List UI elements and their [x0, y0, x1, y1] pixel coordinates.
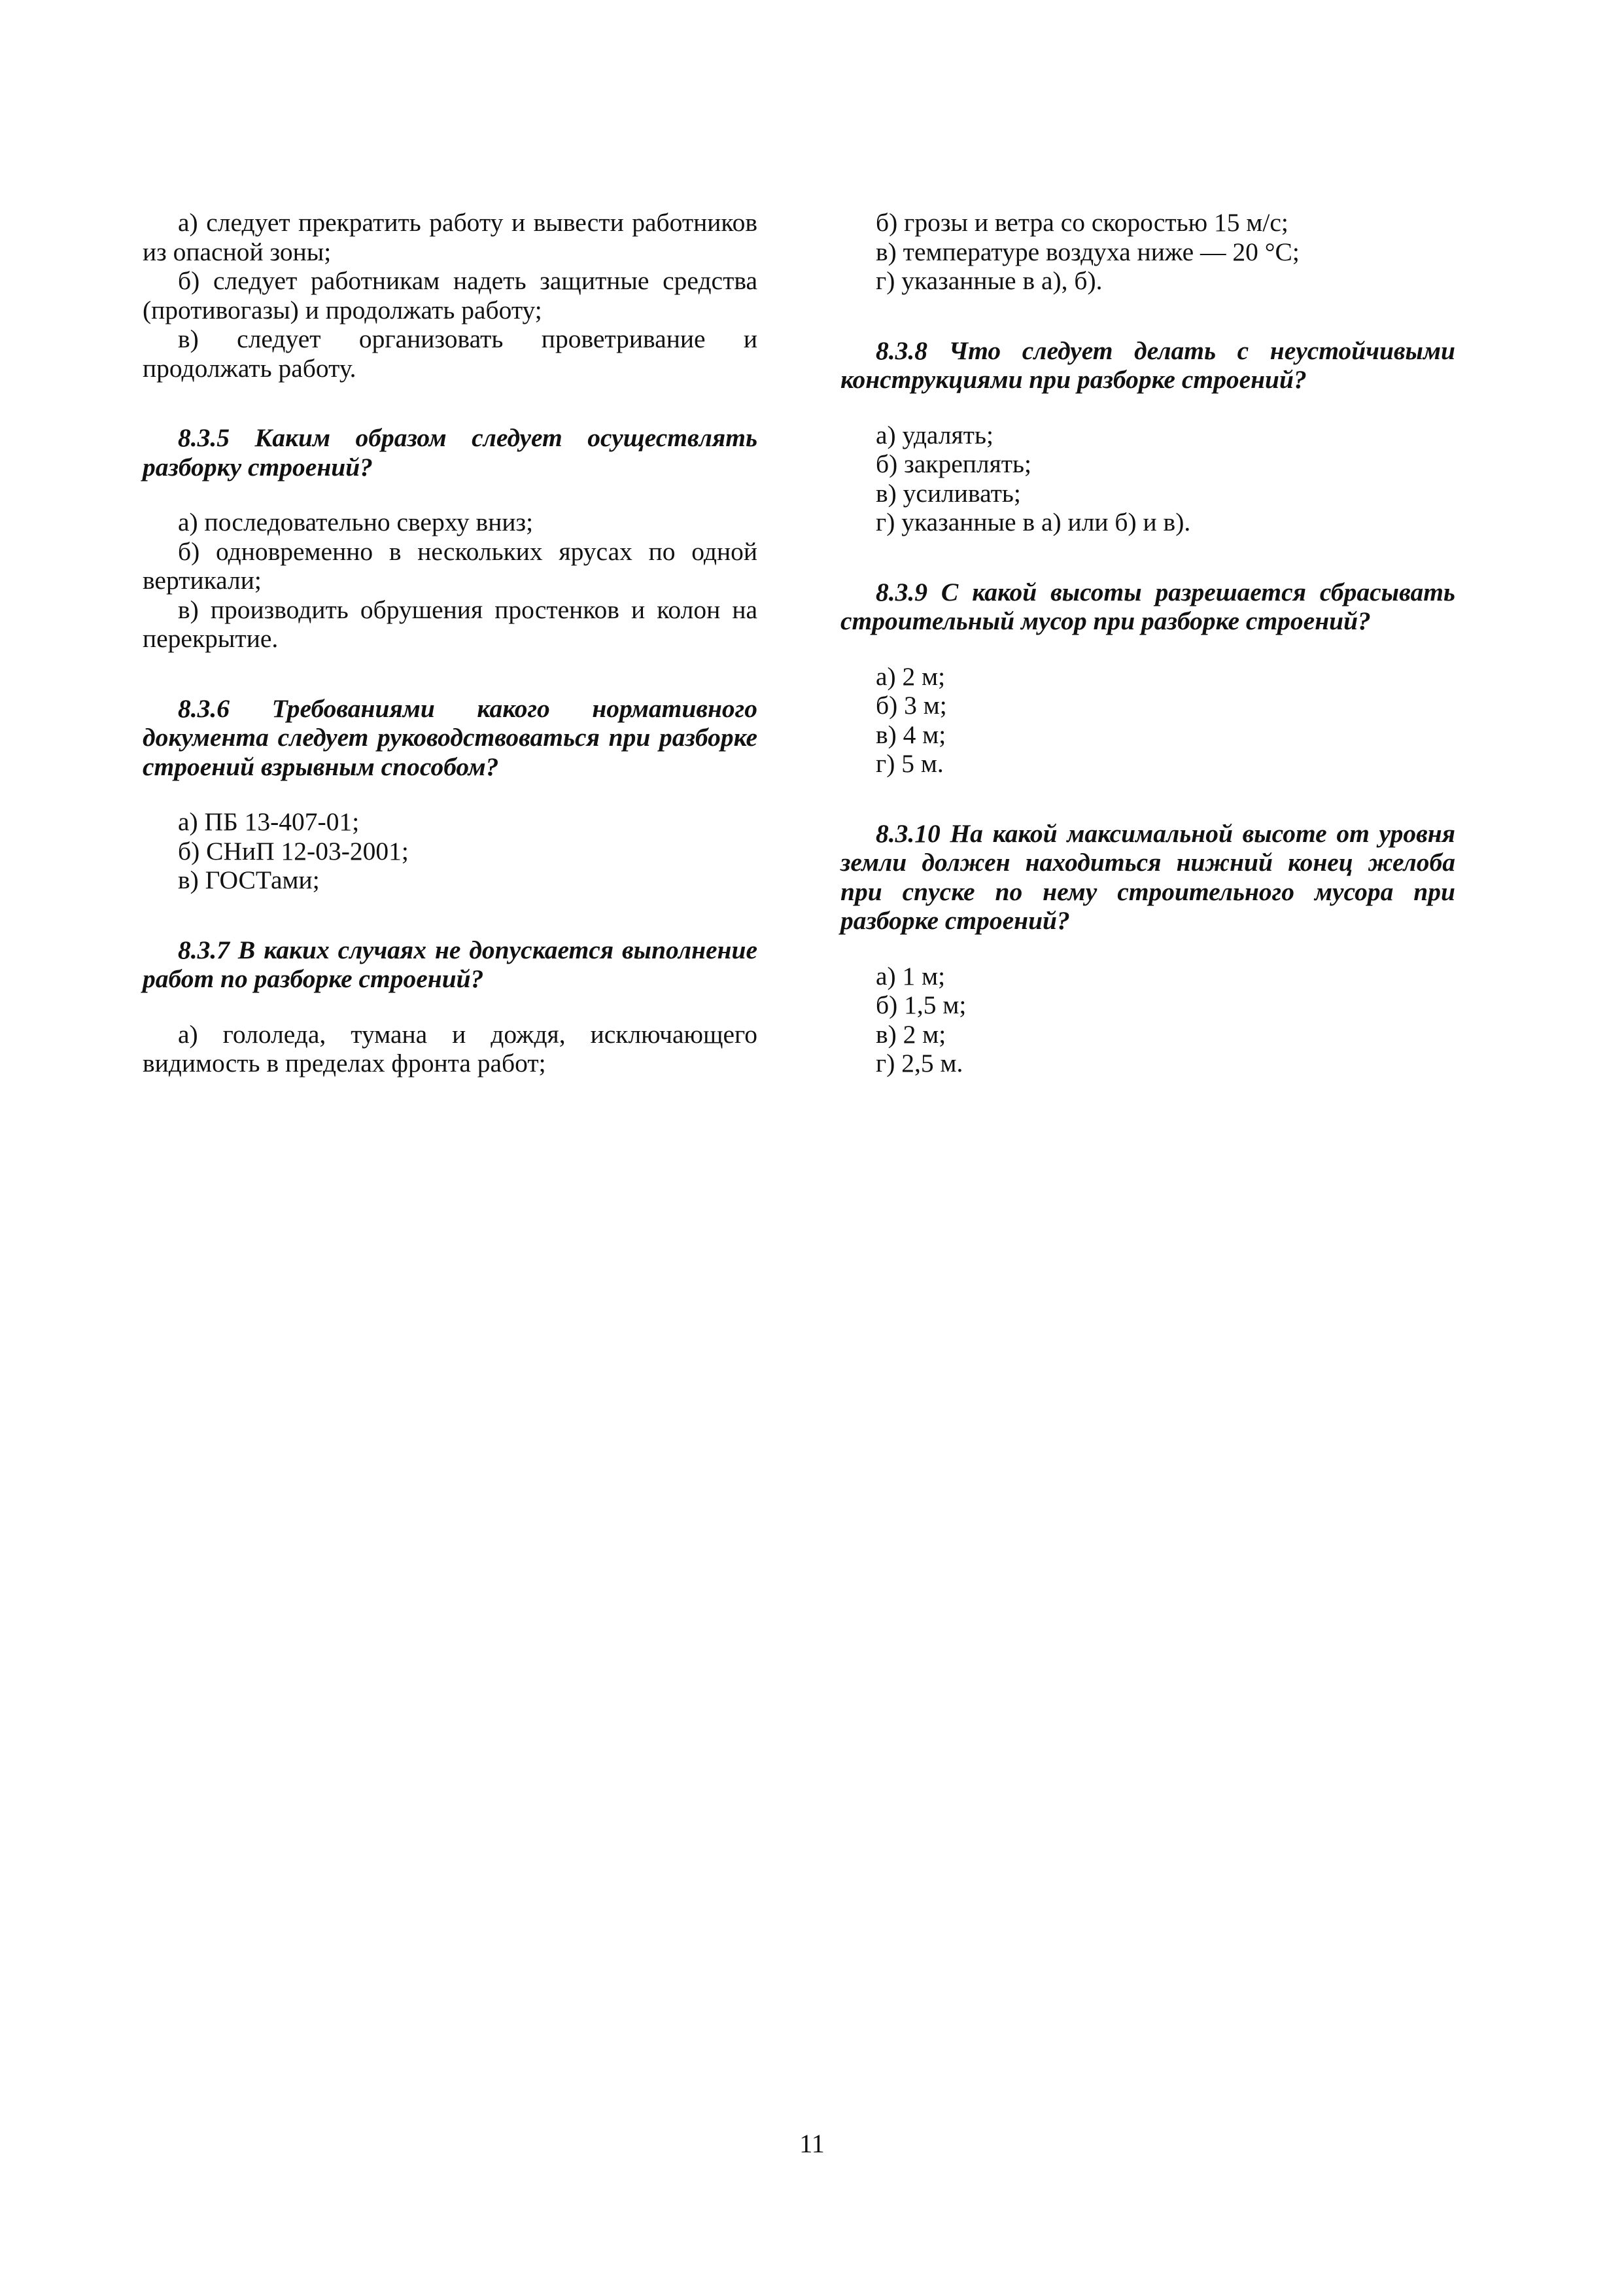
answer-option: в) ГОСТами;: [178, 866, 320, 894]
spacer: [143, 895, 757, 936]
spacer: [143, 482, 757, 508]
answer-option: в) 2 м;: [876, 1019, 946, 1049]
answer-option: б) грозы и ветра со скоростью 15 м/с;: [876, 208, 1288, 237]
spacer: [840, 636, 1455, 662]
spacer: [143, 781, 757, 807]
answer-option: а) гололеда, тумана и дождя, исключающего видимость в пределах фронта работ;: [143, 1019, 757, 1077]
question-8-3-6: 8.3.6 Требованиями какого нормативного документа следует руководствоваться при разборке строений взрывным способом?: [143, 693, 757, 781]
spacer: [840, 537, 1455, 578]
answer-option: а) удалять;: [876, 420, 993, 449]
right-column: [840, 208, 1455, 1078]
spacer: [840, 296, 1455, 336]
answer-option: в) усиливать;: [876, 478, 1021, 508]
answer-option: б) следует работникам надеть защитные средства (противогазы) и продолжать работу;: [143, 266, 757, 324]
answer-option: а) 2 м;: [876, 661, 946, 691]
spacer: [840, 936, 1455, 962]
page-number: 11: [799, 2129, 825, 2158]
answer-option: г) 2,5 м.: [876, 1049, 963, 1077]
spacer: [143, 383, 757, 423]
answer-option: а) 1 м;: [876, 961, 946, 990]
answer-option: а) ПБ 13-407-01;: [178, 807, 360, 836]
spacer: [840, 394, 1455, 421]
question-8-3-9: 8.3.9 С какой высоты разрешается сбрасывать строительный мусор при разборке строений?: [840, 577, 1455, 635]
answer-option: в) производить обрушения простенков и колон на перекрытие.: [143, 595, 757, 653]
answer-option: б) закреплять;: [876, 449, 1032, 478]
answer-option: б) 1,5 м;: [876, 990, 967, 1019]
question-8-3-8: 8.3.8 Что следует делать с неустойчивыми конструкциями при разборке строений?: [840, 336, 1455, 394]
answer-option: в) 4 м;: [876, 720, 946, 749]
question-8-3-7: 8.3.7 В каких случаях не допускается выполнение работ по разборке строений?: [143, 935, 757, 993]
spacer: [840, 779, 1455, 819]
left-column: [143, 208, 757, 1078]
question-8-3-5: 8.3.5 Каким образом следует осуществлять разборку строений?: [143, 423, 757, 482]
answer-option: а) следует прекратить работу и вывести работников из опасной зоны;: [143, 208, 757, 266]
answer-option: в) температуре воздуха ниже — 20 °С;: [876, 237, 1300, 266]
spacer: [143, 994, 757, 1020]
answer-option: а) последовательно сверху вниз;: [178, 508, 534, 536]
answer-option: б) одновременно в нескольких ярусах по одной вертикали;: [143, 536, 757, 595]
question-8-3-10: 8.3.10 На какой максимальной высоте от уровня земли должен находиться нижний конец желоба при спуске по нему строительного мусора при разборке строений?: [840, 818, 1455, 935]
answer-option: б) 3 м;: [876, 691, 947, 720]
answer-option: б) СНиП 12-03-2001;: [178, 836, 409, 866]
answer-option: г) 5 м.: [876, 749, 944, 778]
answer-option: г) указанные в а) или б) и в).: [876, 508, 1191, 536]
spacer: [143, 654, 757, 694]
answer-option: в) следует организовать проветривание и продолжать работу.: [143, 324, 757, 383]
answer-option: г) указанные в а), б).: [876, 266, 1103, 295]
